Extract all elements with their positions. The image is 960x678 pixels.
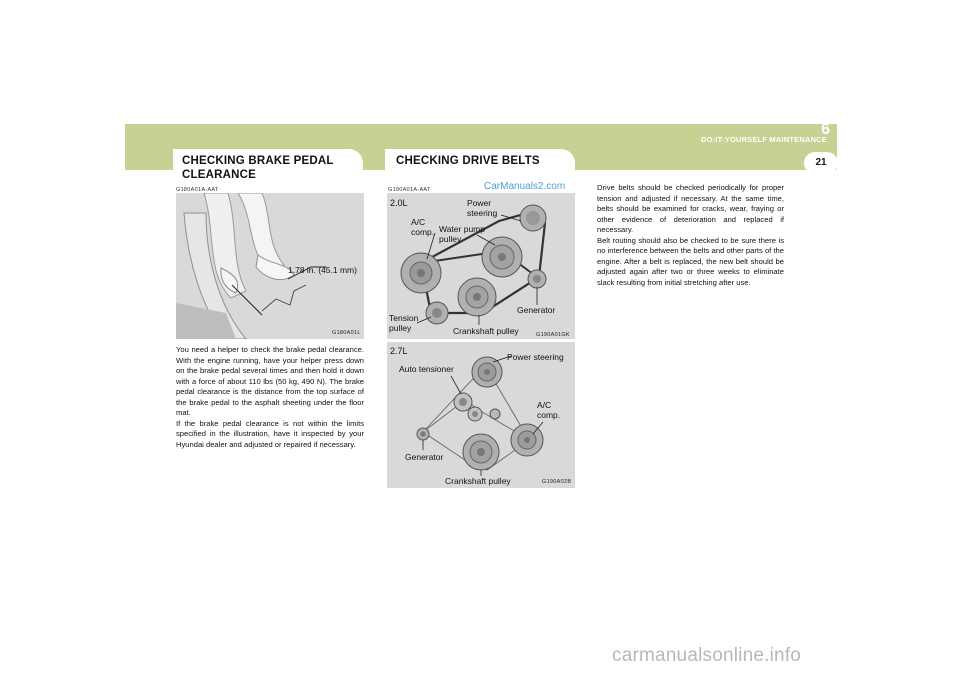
ac-line1: A/C	[411, 217, 426, 227]
figure-2-0l-code: G190A01GK	[536, 332, 570, 338]
middle-section-code: G190A01A-AAT	[388, 187, 431, 193]
left-paragraph-1: You need a helper to check the brake pedal clearance. With the engine running, have your helper press down on the brake pedal several times and then hold it down with a force of about 110 lbs (50 kg, 490 N). The brake pedal clearance is the distance from the top surface of the brake pedal to the asphalt sheeting under the floor mat.	[176, 345, 364, 417]
right-paragraph-1: Drive belts should be checked periodically for proper tension and adjusted if necessary. At the same time, belts should be examined for cracks, wear, fraying or other evidence of deterioration and replaced if necessary.	[597, 183, 784, 234]
ac-line2: comp.	[411, 227, 435, 237]
power-steering-line2: steering	[467, 208, 498, 218]
crankshaft-label-2-0l: Crankshaft pulley	[453, 326, 519, 336]
pedal-clearance-annotation: 1.78 in. (45.1 mm)	[288, 265, 357, 275]
right-paragraph-2: Belt routing should also be checked to be sure there is no interference between the belts and other parts of the engine. After a belt is replaced, the new belt should be adjusted again after two or three weeks to eliminate slack resulting from initial stretching after use.	[597, 235, 784, 287]
ac-27-line1: A/C	[537, 400, 552, 410]
left-section-code: G180A01A-AAT	[176, 187, 219, 193]
figure-2-7l-code: G190A02B	[542, 479, 572, 485]
footer-watermark: carmanualsonline.info	[612, 645, 802, 666]
belt-figure-2-7l	[387, 342, 575, 488]
tension-pulley-label-2-0l	[389, 313, 418, 333]
brake-figure-code: G180A01L	[332, 330, 361, 336]
engine-2-7l-label: 2.7L	[390, 346, 408, 356]
tension-line1: Tension	[389, 313, 419, 323]
auto-tensioner-label-2-7l: Auto tensioner	[399, 364, 454, 374]
right-body-text	[597, 183, 784, 288]
left-paragraph-2: If the brake pedal clearance is not within the limits specified in the illustration, have it inspected by your Hyundai dealer and adjusted or repaired if necessary.	[176, 418, 364, 449]
tension-line2: pulley	[389, 323, 412, 333]
chapter-label: DO-IT-YOURSELF MAINTENANCE	[700, 135, 827, 144]
engine-2-0l-label: 2.0L	[390, 198, 408, 208]
page-number: 21	[804, 152, 838, 174]
brake-pedal-figure	[176, 193, 364, 339]
left-section-title	[182, 154, 334, 182]
power-steering-line1: Power	[467, 198, 492, 208]
left-title-line1: CHECKING BRAKE PEDAL	[182, 155, 334, 167]
ac-comp-label-2-7l	[537, 400, 560, 420]
water-pump-line2: pulley	[439, 234, 462, 244]
ac-27-line2: comp.	[537, 410, 561, 420]
generator-label-2-7l: Generator	[405, 452, 444, 462]
ac-comp-label-2-0l	[411, 217, 434, 237]
belt-figure-2-0l	[387, 193, 575, 339]
water-pump-label-2-0l	[439, 224, 485, 244]
middle-section-title: CHECKING DRIVE BELTS	[396, 155, 540, 167]
left-body-text	[176, 345, 364, 450]
power-steering-label-2-0l	[467, 198, 497, 218]
water-pump-line1: Water pump	[439, 224, 485, 234]
left-title-line2: CLEARANCE	[182, 169, 256, 181]
crankshaft-label-2-7l: Crankshaft pulley	[445, 476, 511, 486]
generator-label-2-0l: Generator	[517, 305, 556, 315]
top-watermark: CarManuals2.com	[484, 181, 566, 192]
power-steering-label-2-7l: Power steering	[507, 352, 564, 362]
chapter-number: 6	[821, 121, 830, 138]
